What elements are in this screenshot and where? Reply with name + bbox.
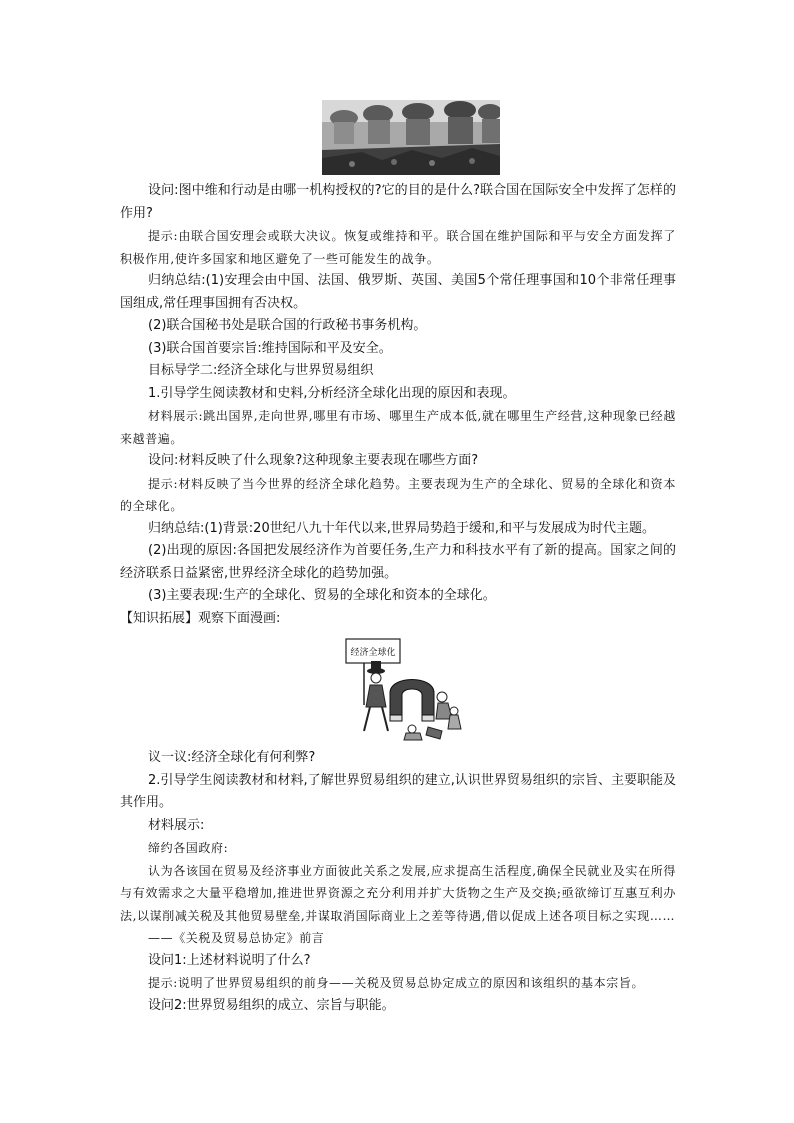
main-text: [120, 180, 676, 1017]
question-4: 设问2:世界贸易组织的成立、宗旨与职能。: [148, 997, 395, 1013]
material-2-source: ——《关税及贸易总协定》前言: [148, 931, 325, 945]
question-1: 设问:图中维和行动是由哪一机构授权的?它的目的是什么?联合国在国际安全中发挥了怎样的作用?: [120, 183, 676, 221]
hint-3: 提示:说明了世界贸易组织的前身——关税及贸易总协定成立的原因和该组织的基本宗旨。: [148, 976, 645, 990]
cartoon-sign-text: 经济全球化: [350, 648, 396, 658]
material-2-body: 认为各该国在贸易及经济事业方面彼此关系之发展,应求提高生活程度,确保全民就业及实在所得与有效需求之大量平稳增加,推进世界资源之充分利用并扩大货物之生产及交换;亟欲缔订互惠互利办法,以谋削减关税及其他贸易壁垒,并谋取消国际商业上之差等待遇,借以促成上述各项目标之实现……: [120, 863, 676, 923]
question-3: 设问1:上述材料说明了什么?: [148, 952, 311, 968]
globalization-cartoon: [120, 635, 676, 741]
hint-2: 提示:材料反映了当今世界的经济全球化趋势。主要表现为生产的全球化、贸易的全球化和资本的全球化。: [120, 476, 676, 513]
material-2-salutation: 缔约各国政府:: [148, 841, 229, 855]
guide-1: 1.引导学生阅读教材和史料,分析经济全球化出现的原因和表现。: [148, 385, 516, 401]
summary-1: 归纳总结:(1)安理会由中国、法国、俄罗斯、英国、美国5个常任理事国和10个非常任理事国组成,常任理事国拥有否决权。: [120, 273, 676, 311]
peacekeepers-photo: [322, 100, 500, 175]
summary-5: (2)出现的原因:各国把发展经济作为首要任务,生产力和科技水平有了新的提高。国家之间的经济联系日益紧密,世界经济全球化的趋势加强。: [120, 543, 676, 581]
knowledge-extension: 【知识拓展】观察下面漫画:: [120, 610, 281, 626]
question-2: 设问:材料反映了什么现象?这种现象主要表现在哪些方面?: [148, 453, 479, 468]
hint-1: 提示:由联合国安理会或联大决议。恢复或维持和平。联合国在维护国际和平与安全方面发挥了积极作用,使许多国家和地区避免了一些可能发生的战争。: [120, 229, 676, 266]
summary-4: 归纳总结:(1)背景:20世纪八九十年代以来,世界局势趋于缓和,和平与发展成为时代主题。: [148, 520, 655, 536]
goal-heading-2: 目标导学二:经济全球化与世界贸易组织: [148, 363, 374, 378]
guide-2: 2.引导学生阅读教材和材料,了解世界贸易组织的建立,认识世界贸易组织的宗旨、主要职能及其作用。: [120, 772, 676, 810]
summary-2: (2)联合国秘书处是联合国的行政秘书事务机构。: [148, 318, 427, 333]
material-2-title: 材料展示:: [148, 817, 205, 833]
summary-6: (3)主要表现:生产的全球化、贸易的全球化和资本的全球化。: [148, 588, 496, 603]
material-1: 材料展示:跳出国界,走向世界,哪里有市场、哪里生产成本低,就在哪里生产经营,这种现象已经越来越普遍。: [120, 409, 676, 446]
discussion-prompt: 议一议:经济全球化有何利弊?: [148, 750, 316, 765]
summary-3: (3)联合国首要宗旨:维持国际和平及安全。: [148, 340, 392, 356]
